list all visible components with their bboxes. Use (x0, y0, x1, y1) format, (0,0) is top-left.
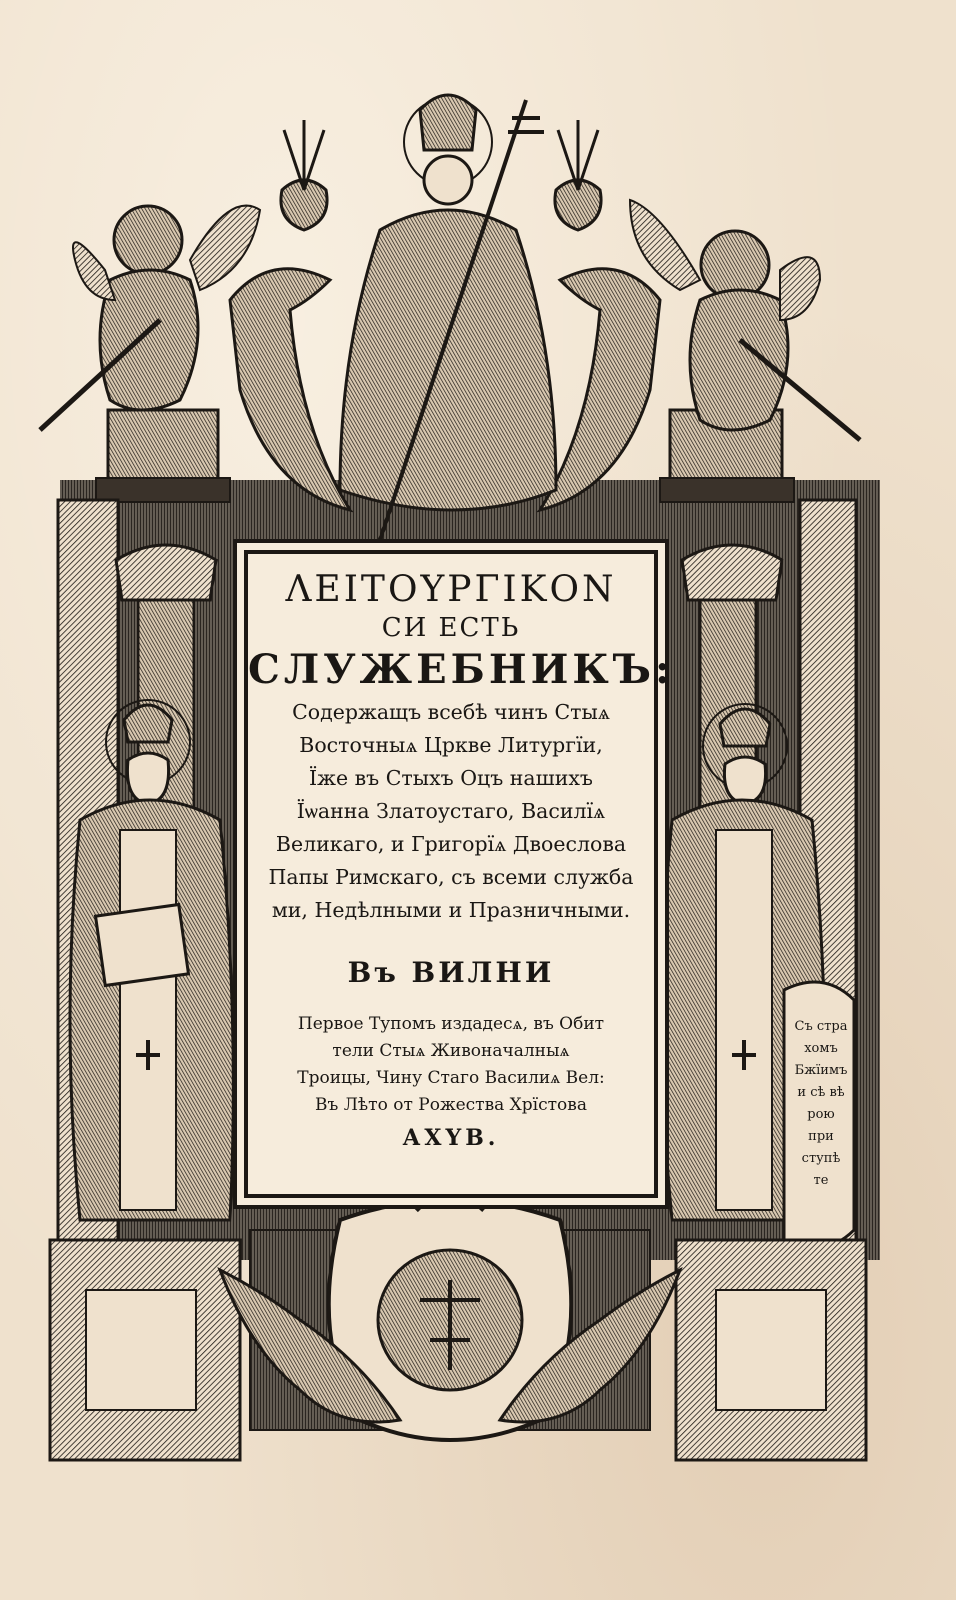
description-line: Папы Римскаго, съ всеми служба (268, 865, 634, 889)
cornucopia-left (230, 269, 350, 510)
description-line: Їже въ Стыхъ Оцъ нашихъ (309, 766, 593, 790)
title-panel (244, 550, 674, 1198)
subtitle-ili-est: СИ ЕСТЬ (381, 613, 521, 643)
right-angel-figure (630, 200, 860, 440)
description-line: Восточныѧ Цркве Литургїи, (299, 733, 603, 757)
scroll-text-line: те (813, 1173, 829, 1188)
vase-right (555, 120, 601, 230)
imprint-block (248, 1011, 654, 1119)
imprint-line: Первое Тупомъ издадесѧ, въ Обит (297, 1014, 605, 1034)
main-title: СЛУЖЕБНИКЪ: (248, 646, 674, 693)
vase-left (281, 120, 327, 230)
scroll-text-line: ступѣ (801, 1151, 841, 1166)
description-line: Їѡанна Златоустаго, Василїѧ (296, 799, 606, 823)
description-line: ми, Недѣлными и Празничными. (271, 898, 631, 922)
left-angel-figure (40, 206, 260, 430)
seated-pope-figure (340, 95, 556, 540)
scroll-text (790, 1016, 852, 1192)
imprint-line: тели Стыѧ Живоначалныѧ (332, 1041, 570, 1061)
imprint-line: Въ Лѣто от Рожества Хрїстова (315, 1095, 587, 1115)
description-line: Великаго, и Григорїѧ Двоеслова (275, 832, 627, 856)
scroll-text-line: Съ стра (794, 1019, 848, 1034)
scroll-text-line: при (808, 1129, 834, 1144)
place-of-printing: Въ ВИЛНИ (347, 956, 555, 989)
pedestal-left (50, 1240, 240, 1460)
greek-title: ΛΕΙΤΟΥΡΓΙΚΟΝ (285, 569, 617, 610)
description-line: Содержащъ всебѣ чинъ Стыѧ (292, 700, 610, 724)
description-block (248, 696, 654, 927)
year: АΧΥВ. (402, 1125, 500, 1151)
scroll-text-line: хомъ (804, 1041, 838, 1056)
pedestal-right (676, 1240, 866, 1460)
scroll-text-line: рою (807, 1107, 835, 1122)
scroll-text-line: и сѣ вѣ (797, 1085, 845, 1100)
scroll-text-line: Бжїимъ (794, 1063, 848, 1078)
cornucopia-right (540, 269, 660, 510)
imprint-line: Троицы, Чину Стаго Василиѧ Вел: (297, 1068, 605, 1088)
